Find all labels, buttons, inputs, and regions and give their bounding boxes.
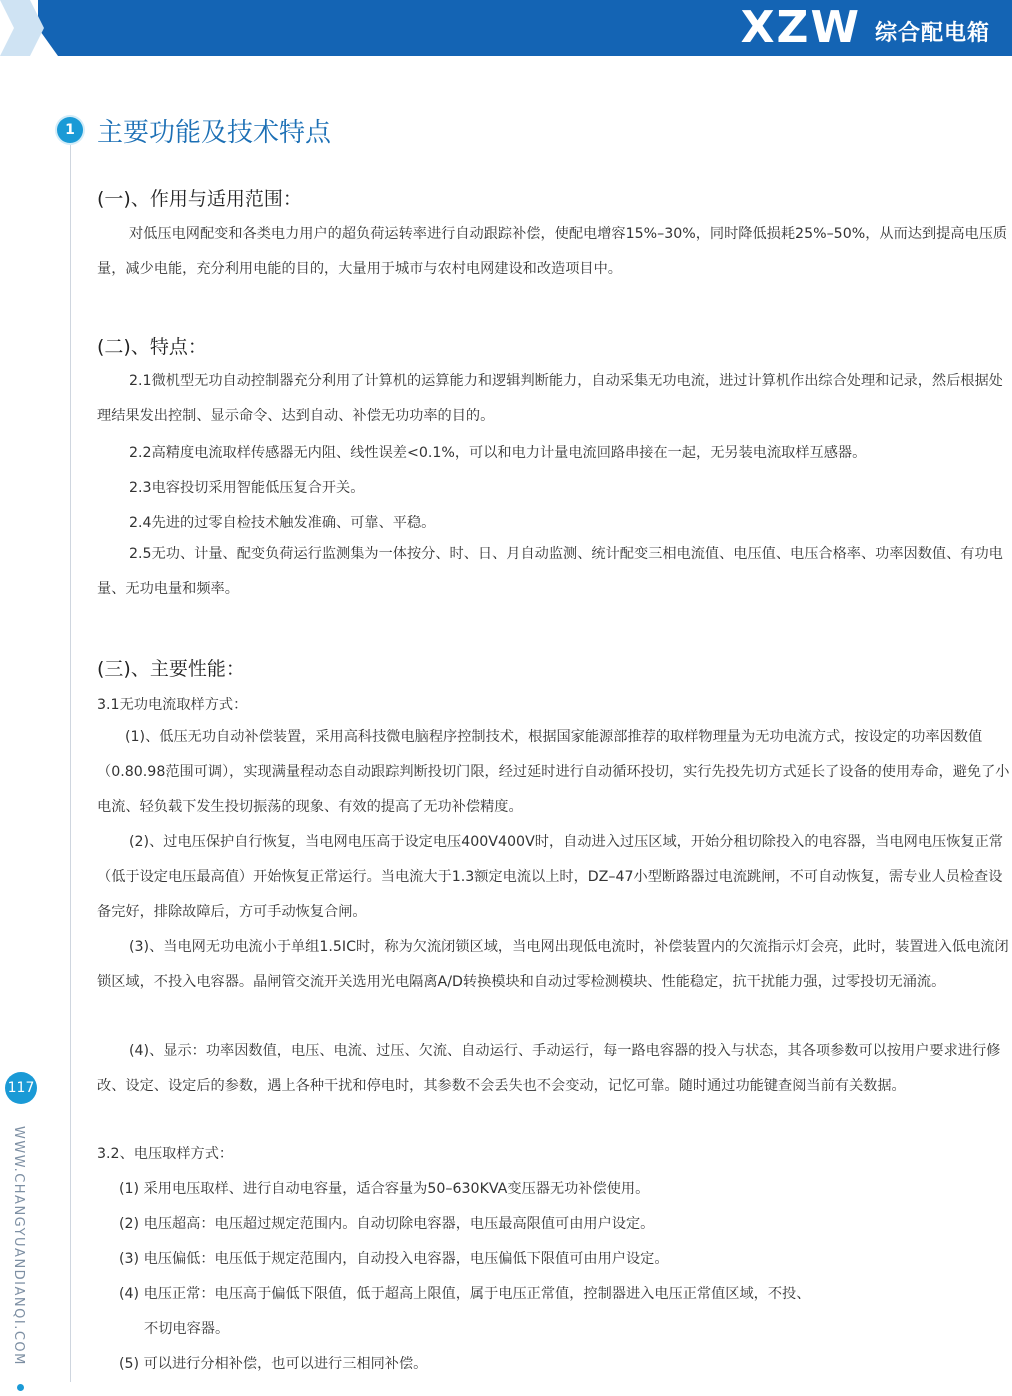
section-title: 主要功能及技术特点	[97, 118, 332, 148]
section-number-badge: 1	[57, 117, 83, 143]
part2-item-3: 2.3电容投切采用智能低压复合开关。	[129, 480, 365, 496]
voltage-item-4: (4) 电压正常：电压高于偏低下限值，低于超高上限值，属于电压正常值，控制器进入电压正常值区域，不投、	[119, 1286, 811, 1302]
part3-item-2: (2)、过电压保护自行恢复，当电网电压高于设定电压400V400V时，自动进入过压区域，开始分租切除投入的电容器，当电网电压恢复正常（低于设定电压最高值）开始恢复正常运行。当电流大于1.3额定电流以上时，DZ–47小型断路器过电流跳闸，不可自动恢复，需专业人员检查设备完好，排除故障后，方可手动恢复合闸。	[97, 834, 1003, 920]
voltage-item-5: (5) 可以进行分相补偿，也可以进行三相同补偿。	[119, 1356, 428, 1372]
part2-item-2: 2.2高精度电流取样传感器无内阻、线性误差<0.1%，可以和电力计量电流回路串接在一起，无另装电流取样互感器。	[129, 445, 867, 461]
voltage-item-3: (3) 电压偏低：电压低于规定范围内，自动投入电容器，电压偏低下限值可由用户设定。	[119, 1251, 669, 1267]
part2-heading: (二)、特点：	[97, 336, 207, 358]
left-rule	[70, 142, 71, 1382]
part3-item-1: (1)、低压无功自动补偿装置，采用高科技微电脑程序控制技术，根据国家能源部推荐的取样物理量为无功电流方式，按设定的功率因数值（0.80.98范围可调），实现满量程动态自动跟踪判断投切门限，经过延时进行自动循环投切，实行先投先切方式延长了设备的使用寿命，避免了小电流、轻负载下发生投切振荡的现象、有效的提高了无功补偿精度。	[97, 729, 1010, 815]
url-dot-icon	[17, 1384, 24, 1391]
brand-logo: XZW	[740, 2, 861, 53]
part3-item-3: (3)、当电网无功电流小于单组1.5IC时，称为欠流闭锁区域，当电网出现低电流时，补偿装置内的欠流指示灯会亮，此时，装置进入低电流闭锁区域，不投入电容器。晶闸管交流开关选用光电隔离A/D转换模块和自动过零检测模块、性能稳定，抗干扰能力强，过零投切无涌流。	[97, 939, 1009, 990]
part3-sub1: 3.1无功电流取样方式：	[97, 697, 248, 713]
header-band	[0, 0, 1012, 56]
voltage-item-2: (2) 电压超高：电压超过规定范围内。自动切除电容器，电压最高限值可由用户设定。	[119, 1216, 655, 1232]
part2-item-1: 2.1微机型无功自动控制器充分利用了计算机的运算能力和逻辑判断能力，自动采集无功电流，进过计算机作出综合处理和记录，然后根据处理结果发出控制、显示命令、达到自动、补偿无功功率的目的。	[97, 373, 1003, 424]
website-url: WWW.CHANGYUANDIANQI.COM	[11, 1126, 26, 1366]
part1-heading: (一)、作用与适用范围：	[97, 188, 302, 210]
part3-heading: (三)、主要性能：	[97, 658, 245, 680]
voltage-item-1: (1) 采用电压取样、进行自动电容量，适合容量为50–630KVA变压器无功补偿使用。	[119, 1181, 650, 1197]
part1-paragraph: 对低压电网配变和各类电力用户的超负荷运转率进行自动跟踪补偿，使配电增容15%–30%，同时降低损耗25%–50%，从而达到提高电压质量，减少电能，充分利用电能的目的，大量用于城市与农村电网建设和改造项目中。	[97, 226, 1008, 277]
page-number: 117	[5, 1072, 37, 1104]
brand	[741, 4, 990, 52]
part2-item-4: 2.4先进的过零自检技术触发准确、可靠、平稳。	[129, 515, 436, 531]
brand-subtitle: 综合配电箱	[874, 20, 990, 46]
part3-item-4: (4)、显示：功率因数值，电压、电流、过压、欠流、自动运行、手动运行，每一路电容器的投入与状态，其各项参数可以按用户要求进行修改、设定、设定后的参数，遇上各种干扰和停电时，其参数不会丢失也不会变动，记忆可靠。随时通过功能键查阅当前有关数据。	[97, 1043, 1001, 1094]
part3-sub2: 3.2、电压取样方式：	[97, 1146, 234, 1162]
part2-item-5: 2.5无功、计量、配变负荷运行监测集为一体按分、时、日、月自动监测、统计配变三相电流值、电压值、电压合格率、功率因数值、有功电量、无功电量和频率。	[97, 546, 1003, 597]
voltage-item-4-cont: 不切电容器。	[144, 1321, 230, 1337]
